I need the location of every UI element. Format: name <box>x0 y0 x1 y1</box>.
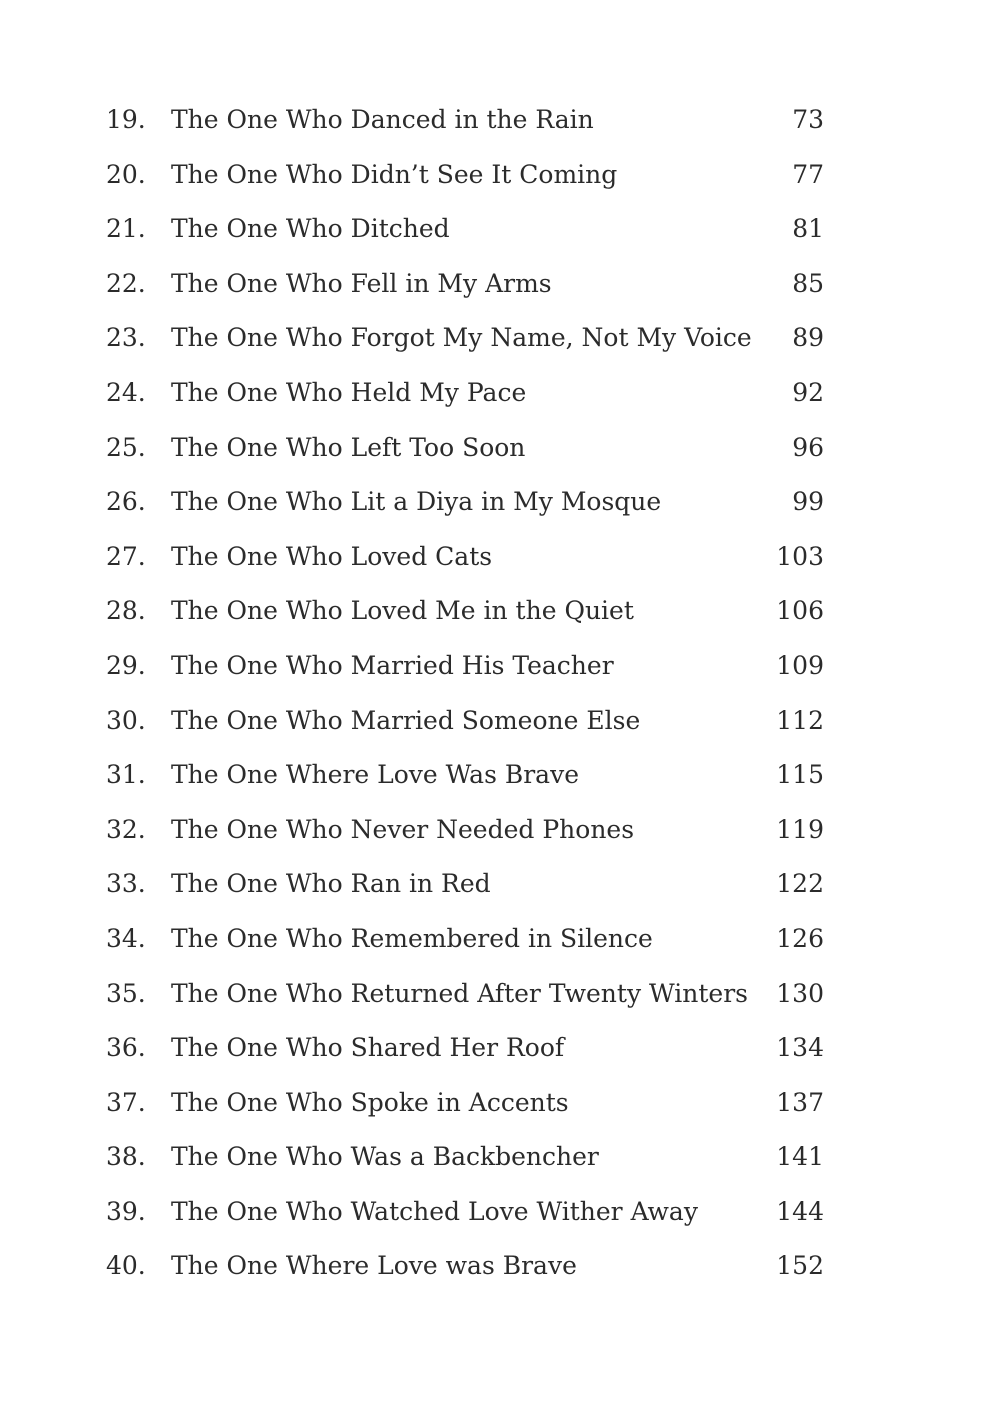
toc-entry-page: 106 <box>776 596 824 626</box>
toc-entry-page: 81 <box>792 214 824 244</box>
toc-entry-number: 29. <box>106 650 146 680</box>
toc-entry <box>106 311 826 366</box>
toc-entry-number: 32. <box>106 814 146 844</box>
toc-entry-number: 19. <box>106 105 146 134</box>
toc-entry-number: 35. <box>106 978 146 1008</box>
toc-entry-title: The One Who Ran in Red <box>171 869 491 899</box>
toc-entry-title: The One Who Held My Pace <box>171 377 527 407</box>
table-of-contents <box>106 93 826 1294</box>
toc-entry-number: 23. <box>106 323 146 353</box>
toc-entry-page: 89 <box>792 323 824 353</box>
toc-entry-title: The One Who Ditched <box>171 214 450 244</box>
toc-entry-title: The One Who Left Too Soon <box>171 432 526 462</box>
toc-entry-number: 22. <box>106 268 146 298</box>
toc-entry <box>106 639 826 694</box>
toc-entry <box>106 421 826 476</box>
toc-entry-title: The One Who Danced in the Rain <box>171 105 594 134</box>
toc-entry-number: 39. <box>106 1196 146 1226</box>
toc-entry-number: 20. <box>106 159 146 189</box>
toc-entry-page: 141 <box>776 1142 824 1172</box>
toc-entry-number: 38. <box>106 1142 146 1172</box>
toc-entry-number: 24. <box>106 377 146 407</box>
toc-entry-page: 109 <box>776 650 824 680</box>
toc-entry-number: 34. <box>106 923 146 953</box>
toc-entry-page: 85 <box>792 268 824 298</box>
toc-entry <box>106 93 826 148</box>
toc-entry-title: The One Who Fell in My Arms <box>171 268 552 298</box>
toc-entry-title: The One Where Love Was Brave <box>171 760 580 790</box>
toc-entry <box>106 857 826 912</box>
toc-entry <box>106 694 826 749</box>
toc-entry <box>106 803 826 858</box>
toc-entry <box>106 748 826 803</box>
toc-entry-page: 73 <box>792 105 824 134</box>
toc-entry-page: 112 <box>776 705 824 735</box>
toc-entry-number: 30. <box>106 705 146 735</box>
toc-entry-number: 31. <box>106 760 146 790</box>
toc-entry-title: The One Who Married His Teacher <box>171 650 614 680</box>
toc-entry <box>106 1021 826 1076</box>
toc-entry <box>106 366 826 421</box>
toc-entry-title: The One Who Loved Cats <box>171 541 493 571</box>
toc-entry-page: 115 <box>776 760 824 790</box>
toc-entry-number: 33. <box>106 869 146 899</box>
toc-entry-page: 134 <box>776 1033 824 1063</box>
toc-entry <box>106 1239 826 1294</box>
toc-entry-number: 40. <box>106 1251 146 1281</box>
toc-entry-page: 92 <box>792 377 824 407</box>
toc-entry <box>106 202 826 257</box>
toc-entry <box>106 1185 826 1240</box>
toc-entry <box>106 967 826 1022</box>
toc-entry <box>106 1130 826 1185</box>
toc-entry-number: 21. <box>106 214 146 244</box>
toc-entry-number: 26. <box>106 487 146 517</box>
toc-entry-title: The One Who Didn’t See It Coming <box>171 159 618 189</box>
toc-entry-page: 137 <box>776 1087 824 1117</box>
toc-entry-page: 122 <box>776 869 824 899</box>
toc-entry <box>106 148 826 203</box>
toc-entry-page: 96 <box>792 432 824 462</box>
toc-entry <box>106 257 826 312</box>
toc-entry-number: 37. <box>106 1087 146 1117</box>
toc-entry-title: The One Who Married Someone Else <box>171 705 641 735</box>
toc-entry-number: 25. <box>106 432 146 462</box>
toc-entry-title: The One Who Never Needed Phones <box>171 814 635 844</box>
toc-entry-title: The One Who Remembered in Silence <box>171 923 653 953</box>
toc-entry <box>106 1076 826 1131</box>
toc-entry-page: 126 <box>776 923 824 953</box>
toc-entry-title: The One Who Returned After Twenty Winters <box>171 978 748 1008</box>
toc-entry-title: The One Who Watched Love Wither Away <box>171 1196 698 1226</box>
toc-entry <box>106 912 826 967</box>
toc-entry-title: The One Who Forgot My Name, Not My Voice <box>171 323 752 353</box>
toc-entry-title: The One Who Was a Backbencher <box>171 1142 599 1172</box>
toc-entry-title: The One Who Shared Her Roof <box>171 1033 565 1063</box>
toc-entry <box>106 584 826 639</box>
toc-entry-page: 99 <box>792 487 824 517</box>
toc-entry-number: 28. <box>106 596 146 626</box>
toc-entry-title: The One Who Spoke in Accents <box>171 1087 569 1117</box>
toc-entry-number: 27. <box>106 541 146 571</box>
toc-entry <box>106 475 826 530</box>
toc-entry-number: 36. <box>106 1033 146 1063</box>
toc-entry-page: 130 <box>776 978 824 1008</box>
toc-entry-title: The One Who Loved Me in the Quiet <box>171 596 634 626</box>
toc-entry-page: 119 <box>776 814 824 844</box>
toc-entry-page: 152 <box>776 1251 824 1281</box>
toc-entry-title: The One Who Lit a Diya in My Mosque <box>171 487 662 517</box>
toc-entry-page: 103 <box>776 541 824 571</box>
toc-entry <box>106 530 826 585</box>
toc-entry-title: The One Where Love was Brave <box>171 1251 577 1281</box>
toc-entry-page: 144 <box>776 1196 824 1226</box>
toc-entry-page: 77 <box>792 159 824 189</box>
